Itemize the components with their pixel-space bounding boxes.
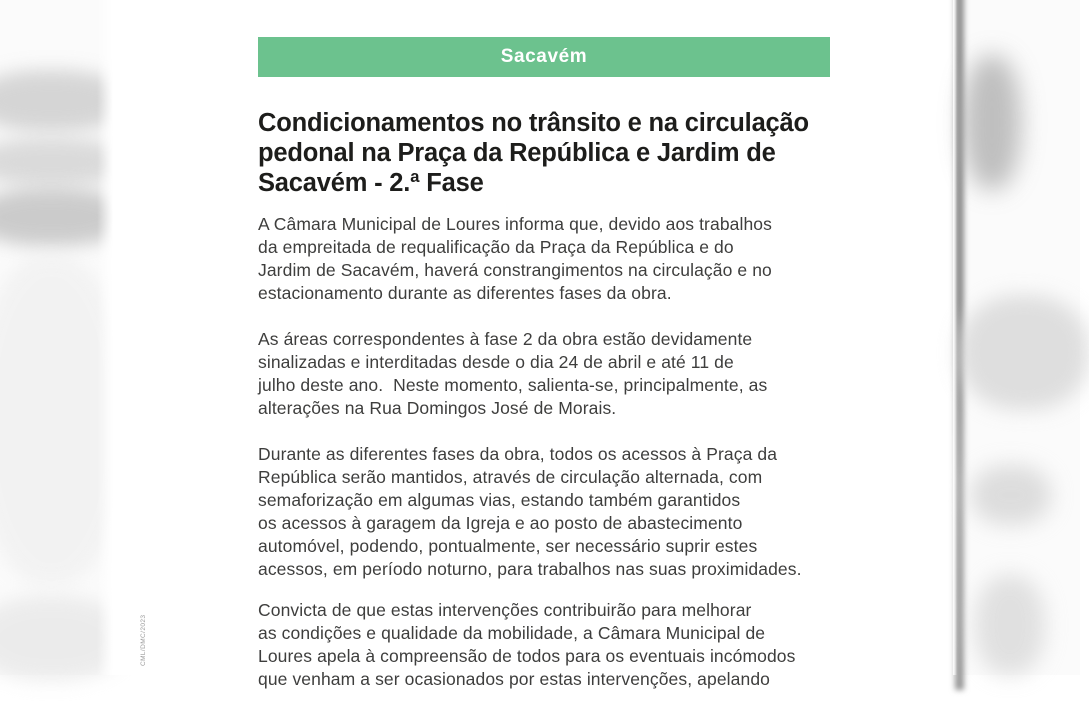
category-banner: [258, 37, 830, 77]
paragraph-3: Durante as diferentes fases da obra, todos os acessos à Praça da República serão mantidos, através de circulação alternada, com semaforização em algumas vias, estando também garantidos os acessos à garagem da Igreja e ao posto de abastecimento automóvel, podendo, pontualmente, ser necessário suprir estes acessos, em período noturno, para trabalhos nas suas proximidades.: [258, 444, 802, 579]
paragraph-1: A Câmara Municipal de Loures informa que, devido aos trabalhos da empreitada de requalificação da Praça da República e do Jardim de Sacavém, haverá constrangimentos na circulação e no estacionamento durante as diferentes fases da obra.: [258, 214, 772, 303]
blurred-edge-left: [0, 0, 113, 675]
blur-blob: [971, 465, 1051, 525]
blur-band: [0, 596, 128, 681]
blur-blob: [959, 295, 1089, 410]
category-banner-label: Sacavém: [500, 46, 588, 67]
blurred-edge-right: [953, 0, 1080, 675]
blur-band: [0, 138, 128, 186]
document-panel: [113, 0, 953, 689]
blur-band: [0, 70, 128, 132]
paragraph-4: Convicta de que estas intervenções contribuirão para melhorar as condições e qualidade da mobilidade, a Câmara Municipal de Loures apela à compreensão de todos para os eventuais incómodos que venham a ser ocasionados por estas intervenções, apelando: [258, 600, 796, 689]
blur-blob: [975, 575, 1045, 675]
announcement-body: [258, 213, 853, 714]
paragraph-2: As áreas correspondentes à fase 2 da obra estão devidamente sinalizadas e interditadas desde o dia 24 de abril e até 11 de julho deste ano. Neste momento, salienta-se, principalmente, as alterações na Rua Domingos José de Morais.: [258, 329, 768, 418]
document-reference-code: CML/DMC/2023: [140, 614, 147, 666]
page-title: Condicionamentos no trânsito e na circulação pedonal na Praça da República e Jardim de Sacavém - 2.ª Fase: [258, 109, 809, 197]
blur-band: [0, 188, 128, 246]
blur-band: [0, 255, 128, 585]
blur-blob: [963, 55, 1021, 190]
